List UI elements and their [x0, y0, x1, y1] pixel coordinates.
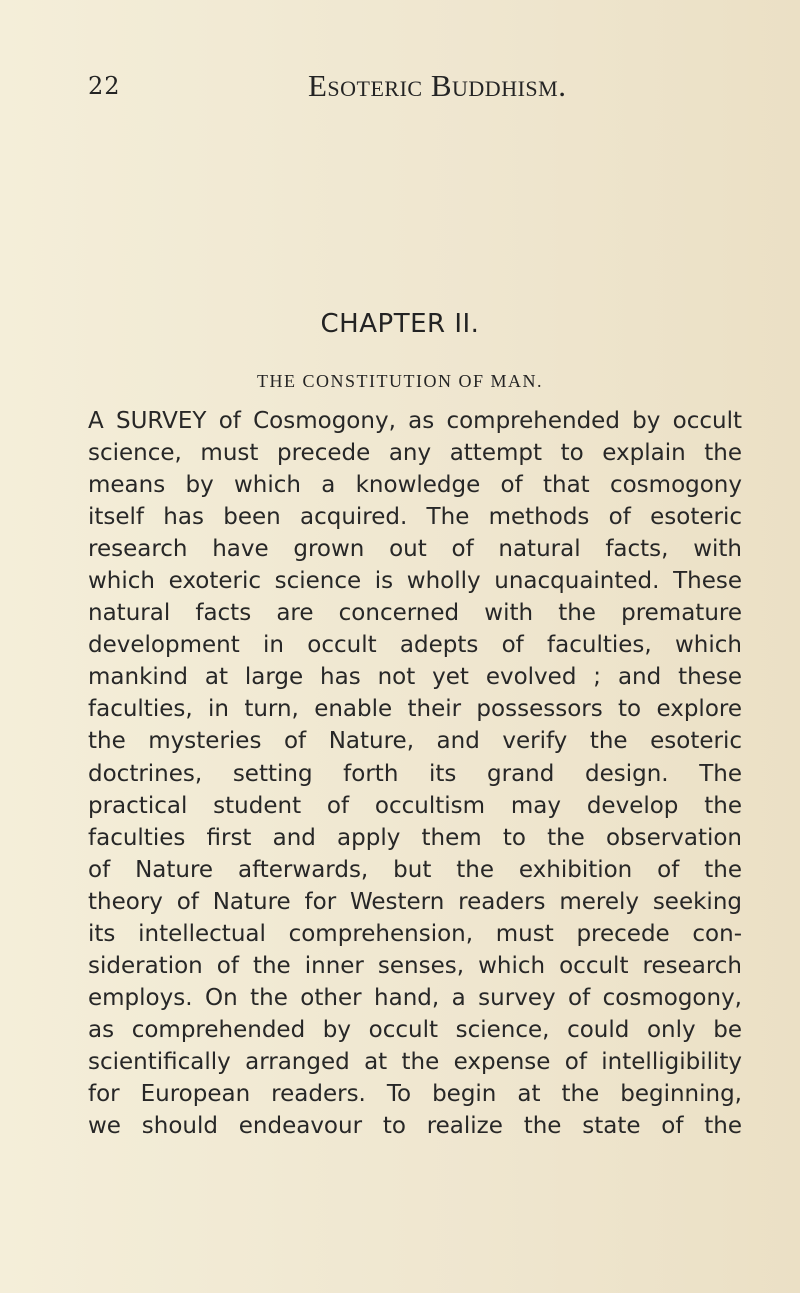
chapter-heading: CHAPTER II. [320, 309, 480, 339]
body-line: for European readers. To begin at the beginning, [88, 1080, 742, 1107]
body-line: faculties first and apply them to the observation [88, 824, 742, 851]
body-line: which exoteric science is wholly unacquainted. These [88, 568, 742, 595]
body-line: its intellectual comprehension, must precede con- [88, 920, 742, 947]
page-number: 22 [88, 72, 121, 100]
chapter-subtitle: THE CONSTITUTION OF MAN. [257, 371, 543, 391]
body-line: doctrines, setting forth its grand design. The [88, 760, 742, 787]
body-line: theory of Nature for Western readers merely seeking [88, 888, 742, 915]
body-line: of Nature afterwards, but the exhibition of the [88, 856, 742, 883]
body-line: natural facts are concerned with the premature [88, 600, 742, 627]
chapter-body-text [88, 405, 742, 1235]
body-line: sideration of the inner senses, which occult research [88, 952, 742, 979]
body-line: we should endeavour to realize the state of the [88, 1113, 742, 1140]
body-line: faculties, in turn, enable their possessors to explore [88, 696, 742, 723]
body-line: means by which a knowledge of that cosmogony [88, 472, 742, 499]
body-line: as comprehended by occult science, could only be [88, 1016, 742, 1043]
body-line: employs. On the other hand, a survey of cosmogony, [88, 984, 742, 1011]
body-line: mankind at large has not yet evolved ; and these [88, 664, 742, 691]
body-line: scientifically arranged at the expense of intelligibility [88, 1048, 742, 1075]
running-head [0, 68, 800, 108]
body-line: development in occult adepts of faculties, which [88, 632, 742, 659]
body-line: A SURVEY of Cosmogony, as comprehended by occult [88, 408, 742, 434]
body-line: the mysteries of Nature, and verify the esoteric [88, 728, 742, 755]
body-line: research have grown out of natural facts, with [88, 536, 742, 563]
body-line: practical student of occultism may develop the [88, 792, 742, 819]
book-title: Esoteric Buddhism. [308, 68, 567, 103]
body-line: itself has been acquired. The methods of esoteric [88, 504, 742, 531]
body-line: science, must precede any attempt to explain the [88, 440, 742, 467]
